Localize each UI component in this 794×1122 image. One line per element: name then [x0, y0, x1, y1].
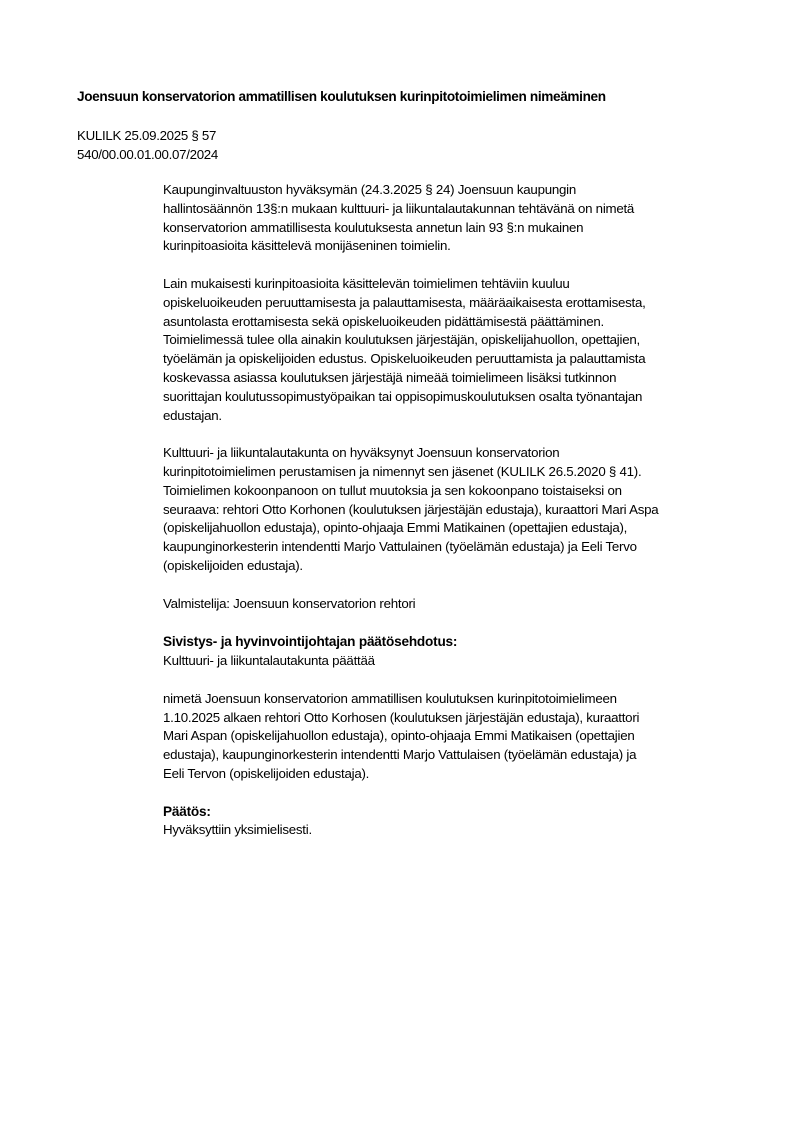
decision-heading: Päätös:	[163, 803, 211, 819]
proposal-heading: Sivistys- ja hyvinvointijohtajan päätösehdotus:	[163, 634, 458, 650]
document-meta	[77, 126, 218, 164]
text-line: asuntolasta erottamisesta sekä opiskeluoikeuden pidättämisestä päättäminen.	[163, 313, 605, 329]
record-number: 540/00.00.01.00.07/2024	[77, 147, 218, 162]
text-line: kurinpitoasioita käsittelevä monijäseninen toimielin.	[163, 238, 451, 254]
paragraph-background	[163, 181, 743, 256]
text-line: työelämän ja opiskelijoiden edustus. Opiskeluoikeuden peruuttamista ja palauttamista	[163, 351, 646, 367]
paragraph-composition	[163, 444, 743, 576]
text-line: opiskeluoikeuden peruuttamisesta ja palauttamisesta, määräaikaisesta erottamisesta,	[163, 294, 646, 310]
text-line: (opiskelijahuollon edustaja), opinto-ohjaaja Emmi Matikainen (opettajien edustaja),	[163, 520, 628, 536]
text-line: Toimielimessä tulee olla ainakin koulutuksen järjestäjän, opiskelijahuollon, opettajien,	[163, 332, 640, 348]
text-line: suorittajan koulutussopimustyöpaikan tai oppisopimuskoulutuksen osalta työnantajan	[163, 388, 643, 404]
text-line: nimetä Joensuun konservatorion ammatillisen koulutuksen kurinpitotoimielimeen	[163, 690, 617, 706]
paragraph-duties	[163, 275, 743, 425]
text-line: Lain mukaisesti kurinpitoasioita käsittelevän toimielimen tehtäviin kuuluu	[163, 275, 570, 291]
text-line: koskevassa asiassa koulutuksen järjestäjä nimeää toimielimeen lisäksi tutkinnon	[163, 369, 617, 385]
text-line: Eeli Tervon (opiskelijoiden edustaja).	[163, 765, 370, 781]
text-line: Kulttuuri- ja liikuntalautakunta on hyväksynyt Joensuun konservatorion	[163, 445, 560, 461]
text-line: kaupunginorkesterin intendentti Marjo Vattulainen (työelämän edustaja) ja Eeli Tervo	[163, 539, 637, 555]
text-line: kurinpitotoimielimen perustamisen ja nimennyt sen jäsenet (KULILK 26.5.2020 § 41).	[163, 463, 642, 479]
decision-text: Hyväksyttiin yksimielisesti.	[163, 822, 312, 838]
text-line: hallintosäännön 13§:n mukaan kulttuuri- ja liikuntalautakunnan tehtävänä on nimetä	[163, 200, 635, 216]
decision-section	[163, 803, 743, 841]
document-body	[163, 181, 743, 840]
proposal-intro: Kulttuuri- ja liikuntalautakunta päättää	[163, 653, 375, 669]
preparer	[163, 595, 743, 614]
text-line: Kaupunginvaltuuston hyväksymän (24.3.2025 § 24) Joensuun kaupungin	[163, 182, 576, 197]
text-line: edustaja), kaupunginorkesterin intendentti Marjo Vattulaisen (työelämän edustaja) ja	[163, 747, 637, 763]
text-line: 1.10.2025 alkaen rehtori Otto Korhosen (koulutuksen järjestäjän edustaja), kuraattori	[163, 709, 640, 725]
document-title: Joensuun konservatorion ammatillisen koulutuksen kurinpitotoimielimen nimeäminen	[77, 89, 606, 104]
proposal-section	[163, 633, 743, 783]
meeting-reference: KULILK 25.09.2025 § 57	[77, 128, 217, 143]
text-line: edustajan.	[163, 407, 222, 423]
text-line: (opiskelijoiden edustaja).	[163, 557, 303, 573]
text-line: Mari Aspan (opiskelijahuollon edustaja), opinto-ohjaaja Emmi Matikaisen (opettajien	[163, 728, 635, 744]
text-line: Toimielimen kokoonpanoon on tullut muutoksia ja sen kokoonpano toistaiseksi on	[163, 482, 622, 498]
text-line: seuraava: rehtori Otto Korhonen (koulutuksen järjestäjän edustaja), kuraattori Mari Aspa	[163, 501, 659, 517]
preparer-text: Valmistelija: Joensuun konservatorion rehtori	[163, 595, 416, 611]
text-line: konservatorion ammatillisesta koulutuksesta annetun lain 93 §:n mukainen	[163, 219, 584, 235]
